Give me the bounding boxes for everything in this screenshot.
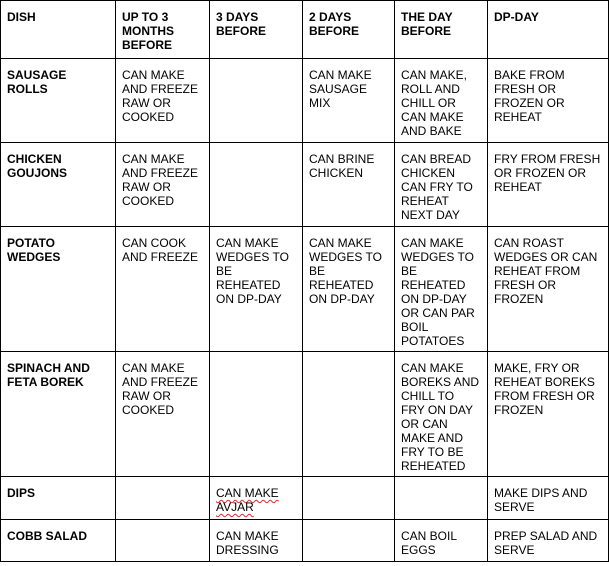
header-up-to-3-months-before: UP TO 3 MONTHS BEFORE [116,1,210,59]
table-cell [395,477,488,520]
table-cell: CAN ROAST WEDGES OR CAN REHEAT FROM FRESH OR FROZEN [488,227,609,352]
dish-cell: DIPS [1,477,116,520]
table-cell: BAKE FROM FRESH OR FROZEN OR REHEAT [488,59,609,143]
header-3-days-before: 3 DAYS BEFORE [210,1,303,59]
table-cell [210,59,303,143]
table-cell: FRY FROM FRESH OR FROZEN OR REHEAT [488,143,609,227]
table-cell [116,477,210,520]
dish-cell: POTATO WEDGES [1,227,116,352]
header-dish: DISH [1,1,116,59]
dish-cell: SPINACH AND FETA BOREK [1,352,116,477]
header-2-days-before: 2 DAYS BEFORE [303,1,395,59]
table-cell: CAN MAKE WEDGES TO BE REHEATED ON DP-DAY OR CAN PAR BOIL POTATOES [395,227,488,352]
table-cell [210,477,303,520]
table-cell: CAN BRINE CHICKEN [303,143,395,227]
dish-cell: COBB SALAD [1,520,116,562]
table-row-cobb-salad [1,520,609,562]
dish-cell: CHICKEN GOUJONS [1,143,116,227]
table-cell [303,520,395,562]
table-row-chicken-goujons [1,143,609,227]
table-cell: CAN MAKE AND FREEZE RAW OR COOKED [116,143,210,227]
table-cell: CAN MAKE DRESSING [210,520,303,562]
table-cell: CAN MAKE, ROLL AND CHILL OR CAN MAKE AND BAKE [395,59,488,143]
table-cell: CAN MAKE SAUSAGE MIX [303,59,395,143]
table-cell: CAN MAKE BOREKS AND CHILL TO FRY ON DAY OR CAN MAKE AND FRY TO BE REHEATED [395,352,488,477]
dish-cell: SAUSAGE ROLLS [1,59,116,143]
header-dp-day: DP-DAY [488,1,609,59]
header-row [1,1,609,59]
header-the-day-before: THE DAY BEFORE [395,1,488,59]
table-cell: CAN MAKE WEDGES TO BE REHEATED ON DP-DAY [210,227,303,352]
table-cell [210,143,303,227]
table-row-spinach-and-feta-borek [1,352,609,477]
spellcheck-text: CAN MAKE AVJAR [216,486,279,514]
table-cell: CAN MAKE AND FREEZE RAW OR COOKED [116,59,210,143]
table-cell: MAKE DIPS AND SERVE [488,477,609,520]
table-cell: CAN COOK AND FREEZE [116,227,210,352]
table-cell [303,477,395,520]
table-cell [210,352,303,477]
table-cell [303,352,395,477]
table-cell: MAKE, FRY OR REHEAT BOREKS FROM FRESH OR FROZEN [488,352,609,477]
table-row-sausage-rolls [1,59,609,143]
table-row-dips [1,477,609,520]
table-cell: CAN MAKE AND FREEZE RAW OR COOKED [116,352,210,477]
table-cell: CAN BOIL EGGS [395,520,488,562]
table-cell: CAN MAKE WEDGES TO BE REHEATED ON DP-DAY [303,227,395,352]
table-row-potato-wedges [1,227,609,352]
table-cell: PREP SALAD AND SERVE [488,520,609,562]
table-cell: CAN BREAD CHICKEN CAN FRY TO REHEAT NEXT DAY [395,143,488,227]
table-cell [116,520,210,562]
